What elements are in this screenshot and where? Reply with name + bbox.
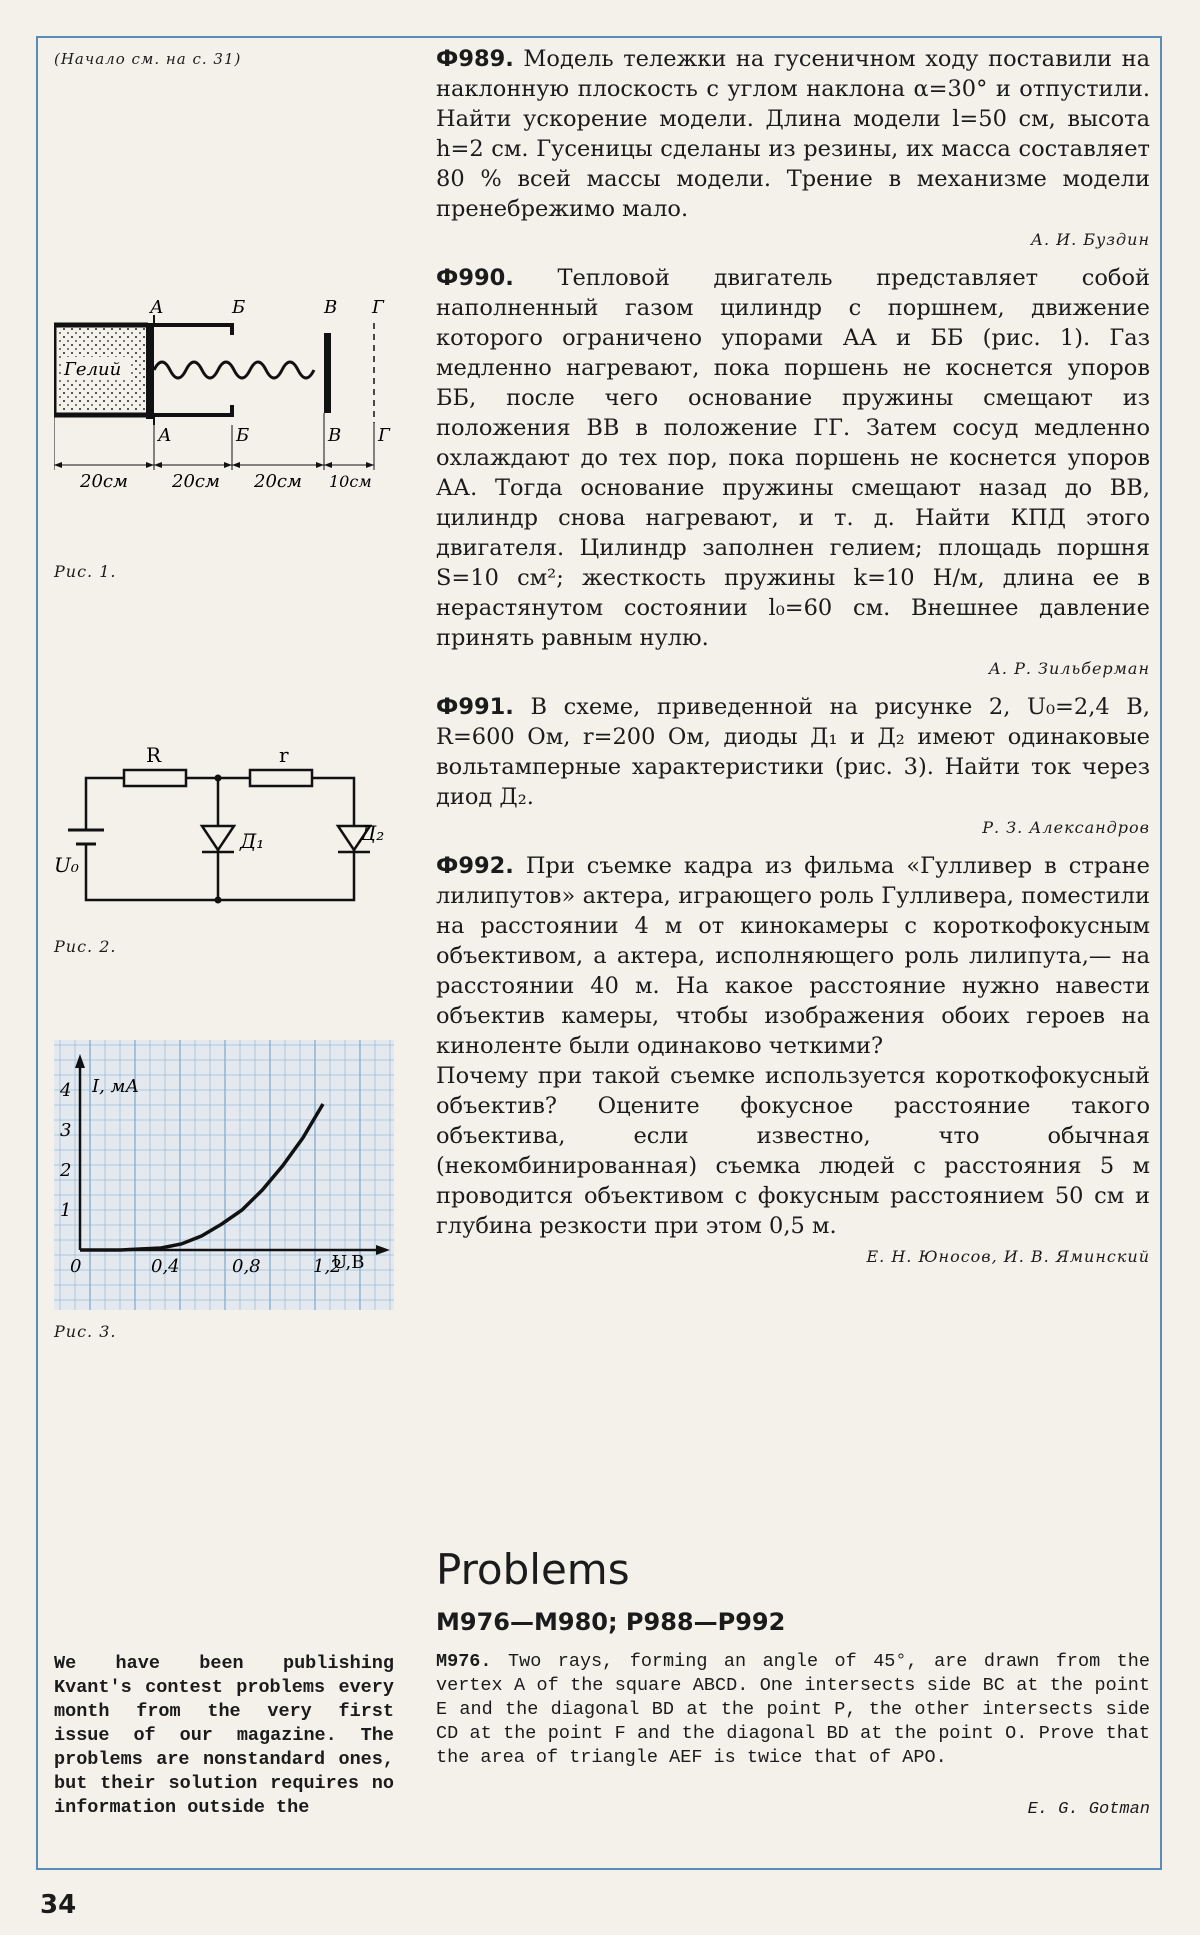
problems-heading: Problems — [436, 1545, 630, 1594]
problem-f990 — [436, 263, 1150, 678]
left-column — [54, 50, 394, 1341]
d2-label: Д₂ — [360, 821, 385, 845]
circuit-wires — [86, 778, 354, 900]
problem-id: Ф992. — [436, 853, 514, 879]
source-label: U₀ — [54, 853, 79, 877]
resistor-r-big — [124, 770, 186, 786]
resistor-r-small — [250, 770, 312, 786]
figure-3-chart — [54, 1040, 394, 1310]
x-tick-label: 1,2 — [313, 1256, 342, 1277]
cylinder-wall-extension — [154, 325, 232, 415]
y-tick-label: 4 — [60, 1080, 72, 1101]
x-tick-label: 0,8 — [232, 1256, 261, 1277]
fig1-caption: Рис. 1. — [54, 562, 117, 581]
problem-author: А. Р. Зильберман — [988, 659, 1150, 678]
fig1-label-top-v: В — [324, 297, 338, 318]
right-column — [436, 44, 1150, 1280]
problem-m976 — [436, 1650, 1150, 1770]
problem-id: Ф990. — [436, 265, 514, 291]
problem-text: При съемке кадра из фильма «Гулливер в стране лилипутов» актера, играющего роль Гулливера, поместили на расстоянии 4 м от кинокамеры с короткофокусным объективом, а актера, исполняющего роль лилипута,— на расстоянии 40 м. На какое расстояние нужно навести объектив камеры, чтобы изображения обоих героев на киноленте были одинаково четкими? — [436, 853, 1150, 1059]
diode-d1 — [202, 826, 234, 852]
problem-text: Тепловой двигатель представляет собой наполненный газом цилиндр с поршнем, движение которого ограничено упорами АА и ББ (рис. 1). Газ медленно нагревают, пока поршень не коснется упоров ББ, после чего основание пружины смещают из положения ВВ в положение ГГ. Затем сосуд медленно охлаждают до тех пор, пока поршень не коснется упоров АА. Тогда основание пружины смещают назад до ВВ, цилиндр снова нагревают, и т. д. Найти КПД этого двигателя. Цилиндр заполнен гелием; площадь поршня S=10 см²; жесткость пружины k=10 Н/м, длина ее в нерастянутом состоянии l₀=60 см. Внешнее давление принять равным нулю. — [436, 265, 1150, 651]
problem-text-continued: Почему при такой съемке используется короткофокусный объектив? Оцените фокусное расстояние такого объектива, если известно, что обычная (некомбинированная) съемка людей с расстояния 5 м проводится объективом с фокусным расстоянием 50 см и глубина резкости при этом 0,5 м. — [436, 1063, 1150, 1239]
problem-author: А. И. Буздин — [1030, 230, 1150, 249]
problems-range: M976—M980; P988—P992 — [436, 1608, 786, 1636]
gas-label: Гелий — [64, 359, 122, 380]
fig1-label-top-a: А — [150, 297, 164, 318]
fig3-caption: Рис. 3. — [54, 1322, 117, 1341]
dim-4: 10см — [329, 472, 372, 491]
y-tick-label: 2 — [60, 1160, 72, 1181]
x-tick-label: 0,4 — [151, 1256, 180, 1277]
chart-ylabel: I, мА — [92, 1076, 140, 1097]
problem-id: Ф989. — [436, 46, 514, 72]
r-small-label: r — [279, 743, 289, 767]
chart-xlabel: U,В — [332, 1252, 365, 1273]
fig1-label-bottom-g: Г — [378, 425, 390, 446]
fig2-caption: Рис. 2. — [54, 937, 117, 956]
page-number: 34 — [40, 1890, 77, 1920]
dim-2: 20см — [172, 471, 220, 492]
dim-1: 20см — [80, 471, 128, 492]
fig1-label-bottom-v: В — [328, 425, 342, 446]
figure-2 — [54, 740, 394, 920]
y-tick-label: 3 — [60, 1120, 72, 1141]
fig1-label-top-g: Г — [372, 297, 384, 318]
problem-id: Ф991. — [436, 694, 514, 720]
problem-id: M976. — [436, 1651, 492, 1672]
y-tick-label: 1 — [60, 1200, 72, 1221]
problem-f992 — [436, 851, 1150, 1266]
piston — [146, 323, 154, 419]
problem-author: Р. З. Александров — [982, 818, 1150, 837]
problem-f991 — [436, 692, 1150, 837]
problem-text: В схеме, приведенной на рисунке 2, U₀=2,4 В, R=600 Ом, r=200 Ом, диоды Д₁ и Д₂ имеют одинаковые вольтамперные характеристики (рис. 3). Найти ток через диод Д₂. — [436, 694, 1150, 810]
fig1-label-bottom-b: Б — [236, 425, 250, 446]
spring — [154, 362, 314, 378]
battery — [68, 830, 104, 844]
fig1-label-top-b: Б — [232, 297, 246, 318]
problem-m976-author: E. G. Gotman — [1027, 1800, 1150, 1819]
r-big-label: R — [146, 743, 162, 767]
dim-3: 20см — [254, 471, 302, 492]
x-tick-label: 0 — [70, 1256, 82, 1277]
problem-f989 — [436, 44, 1150, 249]
english-intro: We have been publishing Kvant's contest problems every month from the very first issue of our magazine. The problems are nonstandard ones, but their solution requires no information outside the — [54, 1653, 394, 1818]
problem-text: Two rays, forming an angle of 45°, are drawn from the vertex A of the square ABCD. One intersects side BC at the point E and the diagonal BD at the point P, the other intersects side CD at the point F and the diagonal BD at the point O. Prove that the area of triangle AEF is twice that of APO. — [436, 1651, 1150, 1768]
problem-text: Модель тележки на гусеничном ходу поставили на наклонную плоскость с углом наклона α=30° и отпустили. Найти ускорение модели. Длина модели l=50 см, высота h=2 см. Гусеницы сделаны из резины, их масса составляет 80 % всей массы модели. Трение в механизме модели пренебрежимо мало. — [436, 46, 1150, 222]
spring-base-vv — [324, 333, 331, 413]
fig1-label-bottom-a: А — [158, 425, 172, 446]
figure-1 — [54, 295, 394, 545]
continued-note: (Начало см. на с. 31) — [54, 50, 242, 68]
problem-author: Е. Н. Юносов, И. В. Яминский — [866, 1247, 1150, 1266]
d1-label: Д₁ — [240, 829, 265, 853]
